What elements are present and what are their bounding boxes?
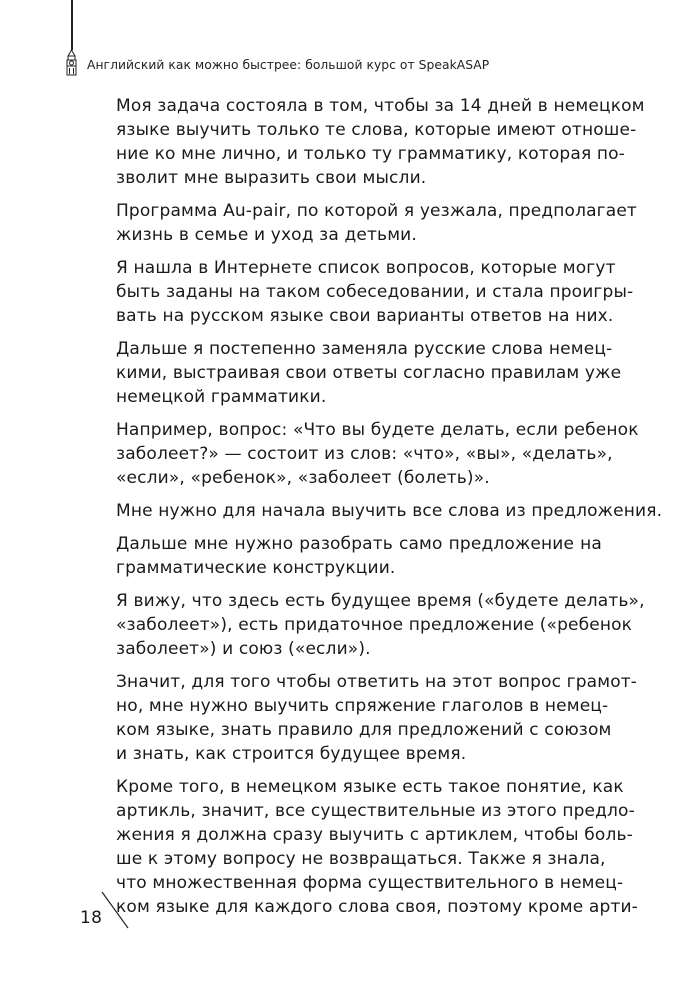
text-line: зволит мне выразить свои мысли.: [116, 168, 427, 188]
text-line: кими, выстраивая свои ответы согласно правилам уже: [116, 363, 622, 383]
paragraph: [116, 256, 634, 328]
text-line: что множественная форма существительного в немец-: [116, 873, 624, 893]
text-line: жизнь в семье и уход за детьми.: [116, 225, 417, 245]
big-ben-icon: [63, 46, 80, 76]
text-line: Я нашла в Интернете список вопросов, которые могут: [116, 258, 616, 278]
text-line: Кроме того, в немецком языке есть такое понятие, как: [116, 777, 624, 797]
text-line: грамматические конструкции.: [116, 558, 396, 578]
running-header-title: Английский как можно быстрее: большой курс от SpeakASAP: [87, 58, 490, 72]
text-line: Мне нужно для начала выучить все слова из предложения.: [116, 501, 663, 521]
text-line: языке выучить только те слова, которые имеют отноше-: [116, 120, 637, 140]
text-line: и знать, как строится будущее время.: [116, 744, 467, 764]
text-line: ние ко мне лично, и только ту грамматику, которая по-: [116, 144, 625, 164]
text-line: но, мне нужно выучить спряжение глаголов в немец-: [116, 696, 609, 716]
body-text: [116, 94, 663, 928]
paragraph: [116, 775, 638, 919]
text-line: заболеет») и союз («если»).: [116, 639, 371, 659]
text-line: ше к этому вопросу не возвращаться. Также я знала,: [116, 849, 606, 869]
paragraph: [116, 532, 602, 580]
header-vertical-rule: [71, 0, 73, 50]
paragraph: [116, 337, 622, 409]
text-line: «если», «ребенок», «заболеет (болеть)».: [116, 468, 490, 488]
text-line: Например, вопрос: «Что вы будете делать, если ребенок: [116, 420, 639, 440]
text-line: Я вижу, что здесь есть будущее время («будете делать»,: [116, 591, 645, 611]
page-number: 18: [80, 908, 103, 928]
paragraph: [116, 499, 663, 523]
text-line: «заболеет»), есть придаточное предложение («ребенок: [116, 615, 633, 635]
text-line: заболеет?» — состоит из слов: «что», «вы», «делать»,: [116, 444, 613, 464]
text-line: Программа Au-pair, по которой я уезжала, предполагает: [116, 201, 637, 221]
text-line: Дальше мне нужно разобрать само предложение на: [116, 534, 602, 554]
paragraph: [116, 589, 645, 661]
paragraph: [116, 670, 638, 766]
paragraph: [116, 199, 637, 247]
text-line: немецкой грамматики.: [116, 387, 327, 407]
paragraph: [116, 418, 639, 490]
text-line: ком языке для каждого слова своя, поэтому кроме арти-: [116, 897, 638, 917]
text-line: ком языке, знать правило для предложений с союзом: [116, 720, 612, 740]
text-line: Моя задача состояла в том, чтобы за 14 дней в немецком: [116, 96, 645, 116]
text-line: Значит, для того чтобы ответить на этот вопрос грамот-: [116, 672, 638, 692]
text-line: вать на русском языке свои варианты ответов на них.: [116, 306, 614, 326]
text-line: артикль, значит, все существительные из этого предло-: [116, 801, 635, 821]
page-corner-decoration: [100, 890, 130, 930]
text-line: Дальше я постепенно заменяла русские слова немец-: [116, 339, 613, 359]
paragraph: [116, 94, 645, 190]
text-line: быть заданы на таком собеседовании, и стала проигры-: [116, 282, 634, 302]
text-line: жения я должна сразу выучить с артиклем, чтобы боль-: [116, 825, 633, 845]
